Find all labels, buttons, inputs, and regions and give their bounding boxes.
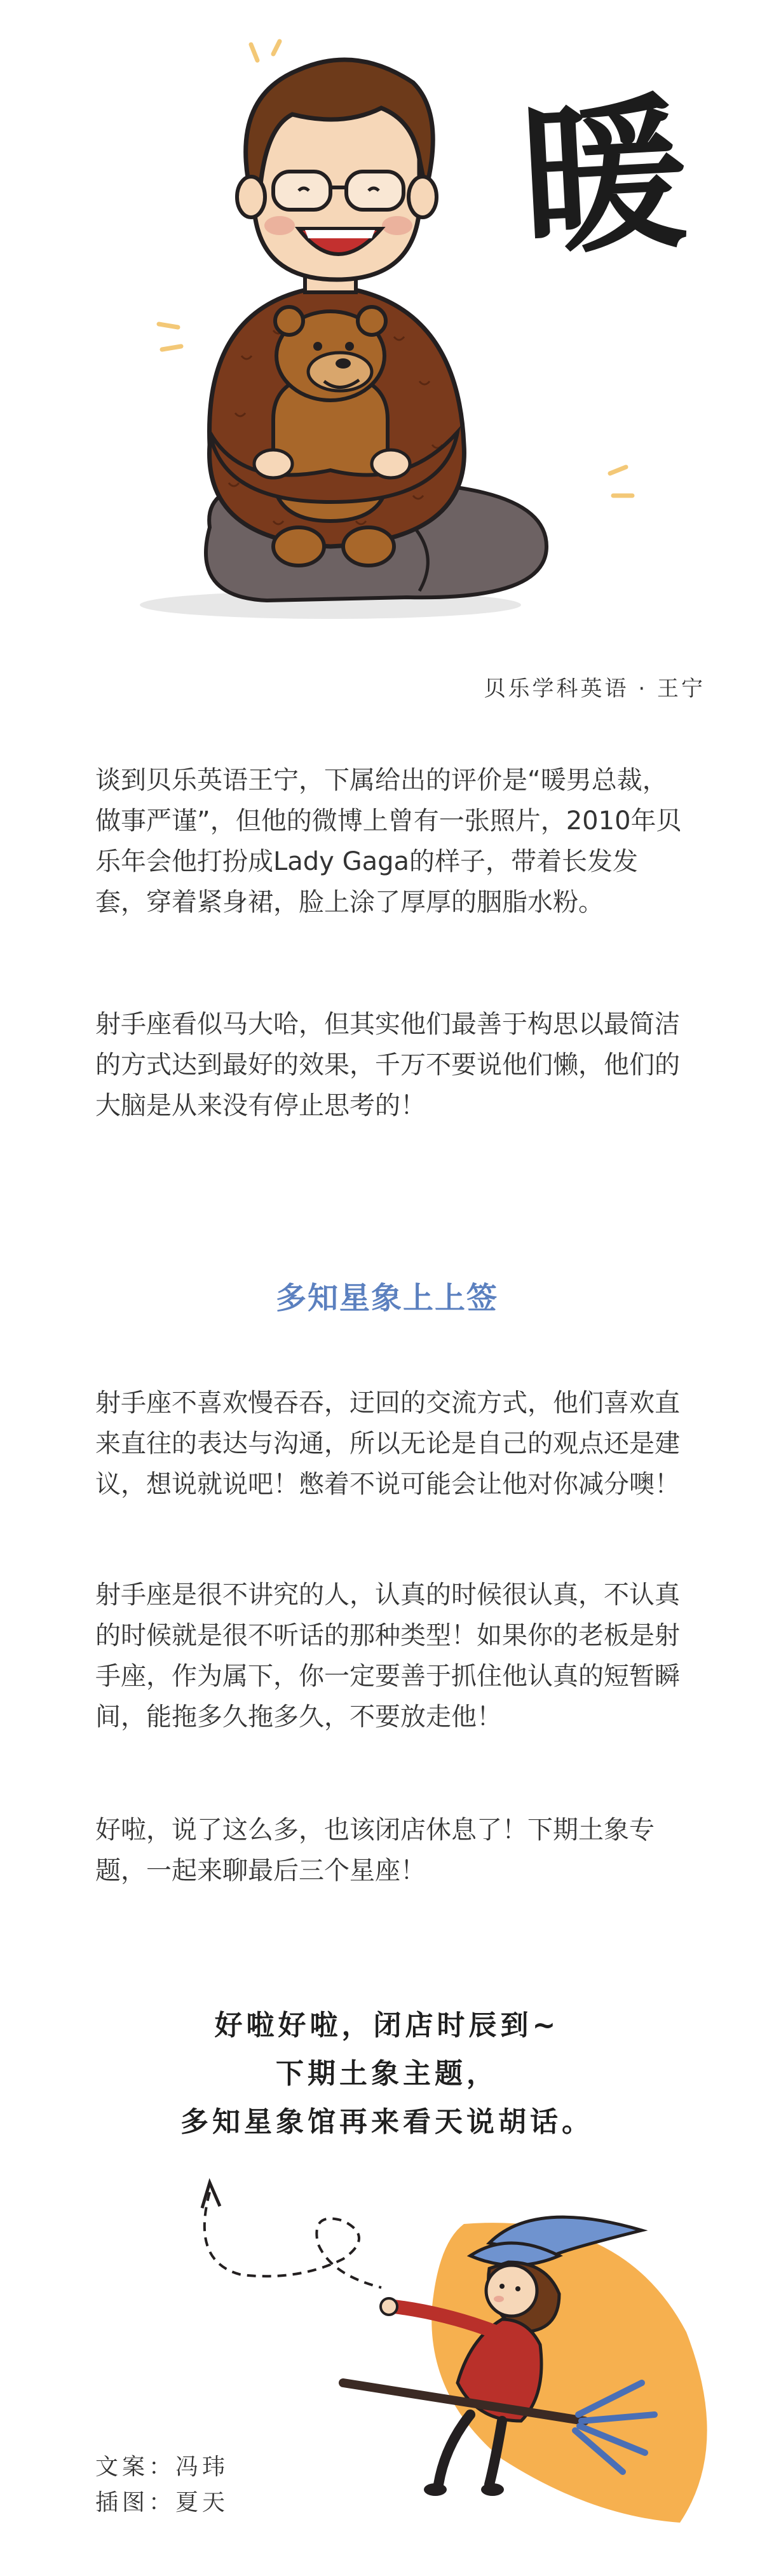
paragraph-closing: 好啦，说了这么多，也该闭店休息了！下期土象专题，一起来聊最后三个星座！ — [95, 1815, 655, 1885]
paragraph-boss-tips: 射手座是很不讲究的人，认真的时候很认真，不认真的时候就是很不听话的那种类型！如果你的老板是射手座，作为属下，你一定要善于抓住他认真的短暂瞬间，能拖多久拖多久，不要放走他！ — [95, 1580, 680, 1732]
paragraph-sagittarius-thinking: 射手座看似马大哈，但其实他们最善于构思以最简洁的方式达到最好的效果，千万不要说他们懒，他们的大脑是从来没有停止思考的！ — [95, 1010, 680, 1120]
closing-line-3: 多知星象馆再来看天说胡话。 — [180, 2106, 594, 2138]
credit-illustrator — [95, 2485, 229, 2521]
paragraph-intro: 谈到贝乐英语王宁，下属给出的评价是“暖男总裁，做事严谨”，但他的微博上曾有一张照片，2010年贝乐年会他打扮成Lady Gaga的样子，带着长发发套，穿着紧身裙，脸上涂了厚厚的胭脂水粉。 — [95, 766, 682, 917]
credit-writer — [95, 2450, 229, 2485]
credit-illustrator-name: 夏天 — [175, 2490, 229, 2516]
hero-title-char: 暖 — [516, 76, 691, 279]
closing-illustration-section — [0, 1976, 774, 2576]
image-caption: 贝乐学科英语 · 王宁 — [484, 676, 705, 702]
section-title: 多知星象上上签 — [275, 1280, 498, 1316]
closing-line-2: 下期土象主题， — [276, 2057, 498, 2090]
credit-illustrator-label: 插图： — [95, 2490, 176, 2516]
credit-writer-name: 冯玮 — [175, 2454, 229, 2480]
paragraph-communication: 射手座不喜欢慢吞吞，迂回的交流方式，他们喜欢直来直往的表达与沟通，所以无论是自己的观点还是建议，想说就说吧！憋着不说可能会让他对你减分噢！ — [95, 1388, 680, 1499]
closing-line-1: 好啦好啦，闭店时辰到~ — [214, 2009, 560, 2042]
credit-writer-label: 文案： — [95, 2454, 176, 2480]
